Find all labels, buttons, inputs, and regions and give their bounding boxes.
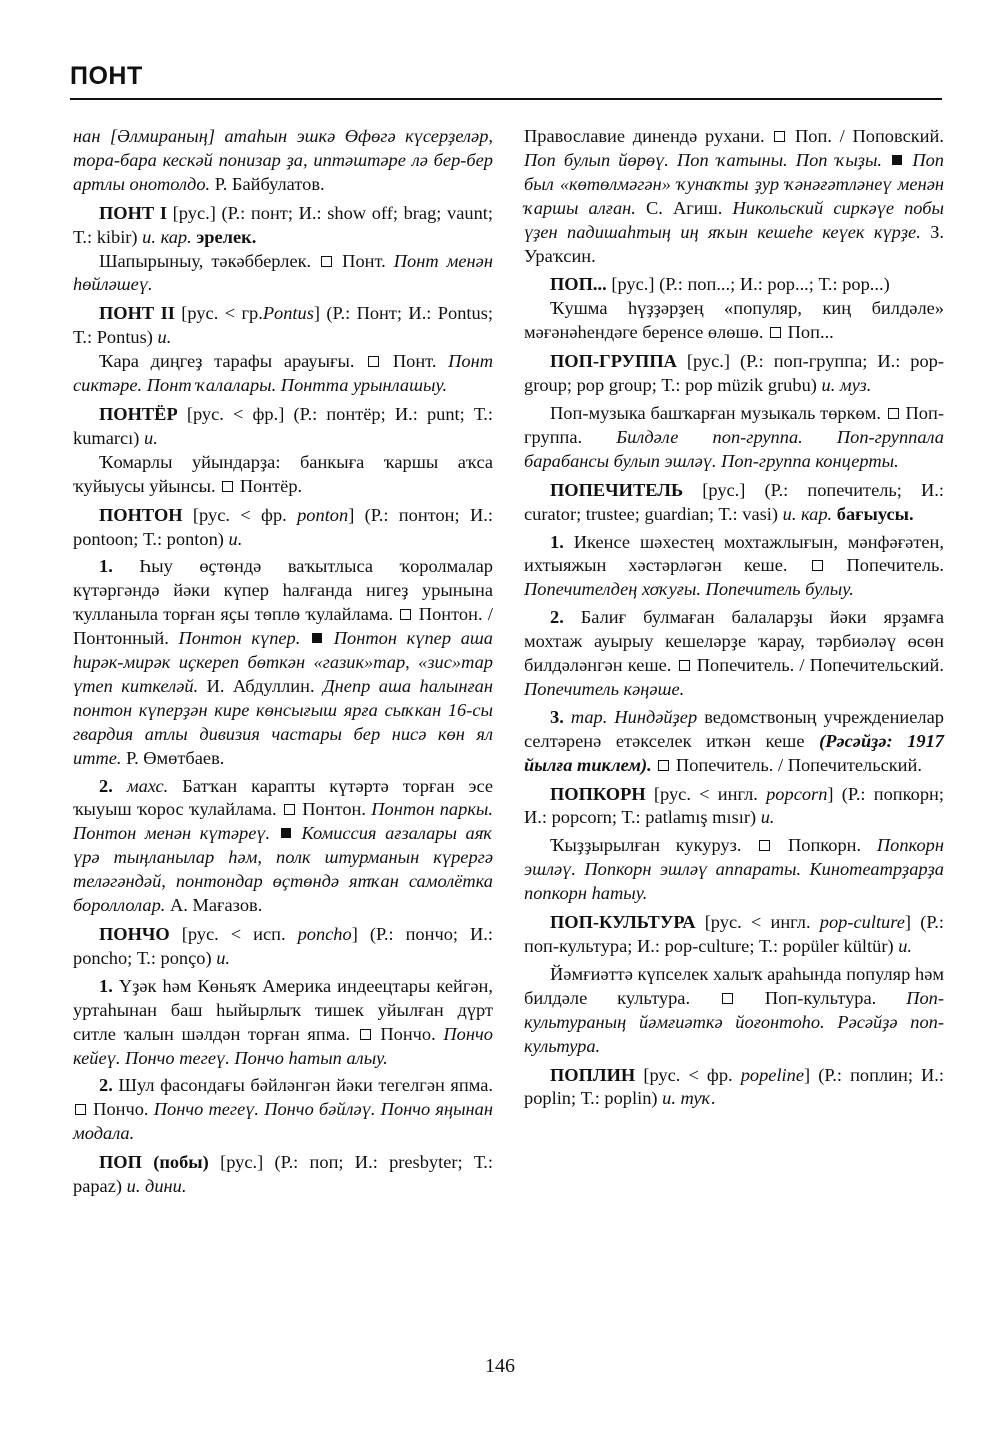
headword: ПОП-ГРУППА (550, 351, 677, 372)
historical-note: (Рәсәйҙә: 1917 йылға тиклем). (524, 730, 944, 775)
sense (73, 250, 493, 298)
russian-equivalent: Попечитель. (846, 555, 944, 576)
entry-continuation (73, 125, 493, 197)
entry-ponton (73, 504, 493, 552)
right-column (524, 125, 944, 1111)
square-icon (284, 804, 295, 815)
etymon: poncho (297, 924, 352, 944)
square-icon (759, 840, 770, 851)
russian-equivalent: Понтон. (302, 799, 366, 820)
pos-label: и. (760, 807, 775, 828)
square-icon (400, 609, 411, 620)
definition: ведомствоның учреждениелар селтәренә етәкселек иткән кеше (524, 706, 944, 751)
headword: ПОП... (550, 274, 607, 295)
russian-equivalent: Понт. (392, 351, 437, 372)
definition: Һыу өҫтөндә ваҡытлыса ҡоролмалар күтәргәндә йәки күпер һалғанда нигеҙ урынына ҡулланыла торған яҫы төплө ҡулайлама. (73, 556, 493, 625)
quote: Комиссия ағзалары аяҡ үрә тыңланылар һәм, полк штурманын күрергә теләгәндәй, понтондар өҫтөндә ятҡан самолётка бороллолар. (73, 823, 493, 916)
sense (524, 297, 944, 345)
headword: ПОП-КУЛЬТУРА (550, 912, 696, 933)
headword: ПОП (побы) (99, 1152, 209, 1173)
black-square-icon (892, 155, 902, 165)
definition: Икенсе шәхестең мохтажлығын, мәнфәғәтен, ихтыяжын хәстәрләгән кеше. (524, 531, 944, 576)
entry-pop-culture (524, 911, 944, 959)
examples: Понтон паркы. Понтон менән күтәреү. (73, 799, 493, 844)
etymology: ] (Р.: Понт; И.: Pontus; Т.: Pontus) (73, 303, 493, 348)
pos-label: и. (216, 947, 231, 968)
etymon: ponton (297, 504, 349, 525)
russian-equivalent: Поп. / Поповский. (795, 126, 944, 146)
sense (524, 402, 944, 474)
sense (524, 963, 944, 1059)
russian-equivalent: Поп... (787, 322, 834, 343)
entry-ponter (73, 403, 493, 451)
equivalent: эрелек. (196, 226, 257, 247)
etymology: [рус. < ингл. (653, 783, 758, 804)
examples: Понт сиктәре. Понт ҡалалары. Понтта урынлашыу. (73, 351, 493, 396)
headword: ПОПКОРН (550, 783, 646, 804)
square-icon (679, 660, 690, 671)
sense-2 (73, 1074, 493, 1146)
black-square-icon (281, 828, 291, 838)
headword: ПОНТОН (99, 504, 183, 525)
etymology: [рус. < ингл. (704, 912, 811, 933)
quote: Поп был «көтөлмәгән» ҡунаҡты ҙур ҡәнәғәтләнеү менән ҡаршы алған. (524, 149, 944, 218)
etymology: [рус. < фр. (643, 1064, 733, 1085)
square-icon (770, 327, 781, 338)
quote: Понтон күпер аша һирәк-мирәк иҫкереп бөткән «газик»тар, «зис»тар үтеп киткеләй. (73, 628, 493, 696)
black-square-icon (312, 633, 322, 643)
examples: Билдәле поп-группа. Поп-группала барабансы булып эшләү. Поп-группа концерты. (524, 426, 944, 471)
examples: Попечителдең хоҡуғы. Попечитель булыу. (524, 579, 854, 600)
entry-poncho (73, 923, 493, 971)
entry-pop-group (524, 350, 944, 398)
square-icon (360, 1029, 371, 1040)
etymology: [рус. < фр. (192, 504, 287, 525)
definition: Православие динендә рухани. (524, 126, 765, 146)
etymology: [рус. < исп. (181, 924, 286, 944)
entry-popechitel (524, 479, 944, 527)
sense-1 (524, 531, 944, 603)
definition: Батҡан карапты күтәртә торған эсе ҡыуыш ҡорос ҡулайлама. (73, 775, 493, 820)
quote: Днепр аша һалынған понтон күперҙән кире көнсығыш ярға сыҡкан 16-сы гвардия атлы дивизия частары бер нисә көн ял итте. (73, 675, 493, 768)
pos-label: и. (898, 936, 912, 956)
square-icon (368, 356, 379, 367)
equivalent: бағыусы. (836, 503, 914, 524)
sense-1 (73, 975, 493, 1071)
examples: Поп-культураның йәмғиәткә йоғонтоһо. Рәсәйҙә поп-культура. (524, 987, 944, 1056)
sense (73, 350, 493, 398)
definition: Ҡомарлы уйындарҙа: банкыға ҡаршы аҡса ҡуйыусы уйынсы. (73, 451, 493, 496)
entry-popcorn (524, 783, 944, 831)
sense-2 (73, 775, 493, 918)
square-icon (888, 408, 899, 419)
headword: ПОНЧО (99, 924, 170, 944)
etymology: ] (Р.: попкорн; И.: popcorn; Т.: patlamış mısır) (524, 783, 944, 828)
sense-number: 2. (550, 607, 564, 628)
russian-equivalent: Пончо. (380, 1023, 436, 1044)
sense-number: 1. (99, 556, 113, 577)
author: Р. Өмөтбаев. (126, 747, 225, 768)
etymology: ] (Р.: поплин; И.: poplin; Т.: poplin) (524, 1064, 944, 1109)
examples: Пончо тегеү. Пончо бәйләү. Пончо яңынан модала. (73, 1099, 493, 1144)
definition: Үҙәк һәм Көньяҡ Америка индеецтары кейгән, уртаһынан баш һыйырлыҡ тишек уйылған дүрт ситле ҡалын шәлдән торған япма. (73, 975, 493, 1044)
etymology: [рус.] (Р.: поп-группа; И.: pop-group; pop group; Т.: pop müzik grubu) (524, 351, 944, 396)
examples: Поп булып йөрөү. Поп ҡатыны. Поп ҡыҙы. (524, 149, 882, 170)
etymon: pop-culture (819, 912, 905, 933)
russian-equivalent: Попечитель. / Попечительский. (675, 754, 922, 775)
etymology: [рус. < фр.] (Р.: понтёр; И.: punt; Т.: kumarcı) (73, 403, 493, 448)
etymology: [рус.] (Р.: понт; И.: show off; brag; vaunt; Т.: kibir) (73, 202, 494, 247)
entry-pop-prefix (524, 273, 944, 297)
etymon: popcorn (766, 783, 828, 804)
domain-label: махс. (126, 775, 169, 796)
pos-label: и. (228, 528, 243, 549)
examples: Пончо кейеү. Пончо тегеү. Пончо һатып алыу. (73, 1023, 493, 1068)
sense-1 (73, 555, 493, 770)
entry-pop (73, 1151, 493, 1199)
sense (73, 451, 493, 499)
domain-label: тар. (570, 706, 608, 727)
author: И. Абдуллин. (206, 675, 315, 696)
headword: ПОПЛИН (550, 1064, 636, 1085)
square-icon (222, 481, 233, 492)
author: З. Ураҡсин. (524, 221, 944, 266)
page-number: 146 (485, 1355, 515, 1377)
definition: Ҡыҙҙырылған кукуруз. (550, 835, 742, 856)
pos-label: и. (144, 427, 158, 448)
entry-continuation (524, 125, 944, 268)
etymology: ] (Р.: понтон; И.: pontoon; Т.: ponton) (73, 504, 493, 549)
entry-poplin (524, 1064, 944, 1112)
pos-label: и. дини. (126, 1176, 187, 1197)
russian-equivalent: Поп-культура. (764, 987, 877, 1008)
definition: Шапырыныу, тәкәбберлек. (99, 250, 312, 271)
square-icon (774, 131, 785, 142)
examples: Попкорн эшләү. Попкорн эшләү аппараты. Кинотеатрҙарҙа попкорн һатыу. (524, 835, 944, 904)
quote: нан [Әлмираның] атаһын эшкә Өфөгә күсерҙеләр, тора-бара кескәй понизар ҙа, иптәштәре лә бер-бер артлы онотолдо. (73, 126, 493, 194)
header-rule (70, 98, 942, 100)
headword: ПОНТЁР (99, 403, 178, 424)
square-icon (812, 560, 823, 571)
pos-label: и. муз. (821, 375, 872, 396)
etymology: [рус.] (Р.: поп...; И.: pop...; Т.: pop...) (611, 274, 890, 295)
russian-equivalent: Понтон. / Понтонный. (73, 604, 493, 649)
pos-label: и. кар. (142, 226, 192, 247)
left-column (73, 125, 493, 1199)
pos-label: и. (157, 327, 172, 348)
square-icon (75, 1104, 86, 1115)
definition: Ҡушма һүҙҙәрҙең «популяр, киң билдәле» мәғәнәһендәге беренсе өлөшө. (524, 298, 944, 343)
etymon: Pontus (262, 303, 314, 324)
headword: ПОНТ I (99, 202, 167, 223)
pos-label: и. кар. (782, 503, 833, 524)
examples: Попечитель кәңәше. (524, 678, 685, 699)
russian-equivalent: Пончо. (93, 1099, 149, 1120)
etymology: ] (Р.: пончо; И.: poncho; Т.: ponço) (73, 924, 493, 968)
square-icon (722, 993, 733, 1004)
sense-3 (524, 706, 944, 778)
square-icon (658, 760, 669, 771)
entry-pont-1 (73, 202, 493, 250)
sense-number: 2. (99, 1075, 113, 1096)
russian-equivalent: Поп-группа. (524, 402, 944, 447)
square-icon (321, 256, 332, 267)
definition-italic: Ниндәйҙер (614, 706, 698, 727)
russian-equivalent: Понт. (342, 250, 386, 271)
headword: ПОПЕЧИТЕЛЬ (550, 479, 684, 500)
author: С. Агиш. (645, 197, 723, 218)
entry-pont-2 (73, 302, 493, 350)
definition: Поп-музыка башҡарған музыкаль төркөм. (550, 402, 881, 423)
definition: Шул фасондағы бәйләнгән йәки тегелгән япма. (118, 1075, 493, 1096)
sense-number: 1. (550, 531, 564, 552)
sense-number: 2. (99, 775, 113, 796)
page-header-title: ПОНТ (70, 62, 143, 90)
examples: Понтон күпер. (178, 628, 301, 649)
sense (524, 834, 944, 906)
examples: Понт менән һөйләшеү. (73, 250, 493, 295)
definition: Ҡара диңгеҙ тарафы арауығы. (99, 351, 355, 372)
pos-label: и. туҡ. (662, 1088, 716, 1109)
sense-number: 1. (99, 975, 113, 996)
quote: Никольский сиркәүе побы үҙен падишаһтың иң яҡын кешеһе кеүек күрҙе. (524, 197, 944, 242)
etymology: [рус.] (Р.: попечитель; И.: curator; trustee; guardian; Т.: vasi) (524, 479, 944, 524)
russian-equivalent: Попечитель. / Попечительский. (696, 655, 944, 676)
sense-number: 3. (550, 706, 564, 727)
headword: ПОНТ II (99, 303, 175, 324)
russian-equivalent: Понтёр. (239, 475, 303, 496)
definition: Йәмғиәттә күпселек халыҡ араһында популяр һәм билдәле культура. (524, 963, 944, 1008)
etymology: ] (Р.: поп-культура; И.: pop-culture; Т.: popüler kültür) (524, 912, 944, 956)
author: Р. Байбулатов. (214, 173, 325, 194)
etymon: popeline (740, 1064, 805, 1085)
etymology: [рус. < гр. (181, 303, 263, 324)
author: А. Мағазов. (169, 895, 263, 916)
etymology: [рус.] (Р.: поп; И.: presbyter; Т.: papaz) (73, 1152, 493, 1197)
definition: Балиғ булмаған балаларҙы йәки ярҙамға мохтаж ауырыу кешеләрҙе ҡарау, тәрбиәләү өсөн билдәләнгән кеше. (524, 607, 944, 676)
sense-2 (524, 606, 944, 702)
russian-equivalent: Попкорн. (787, 835, 862, 856)
